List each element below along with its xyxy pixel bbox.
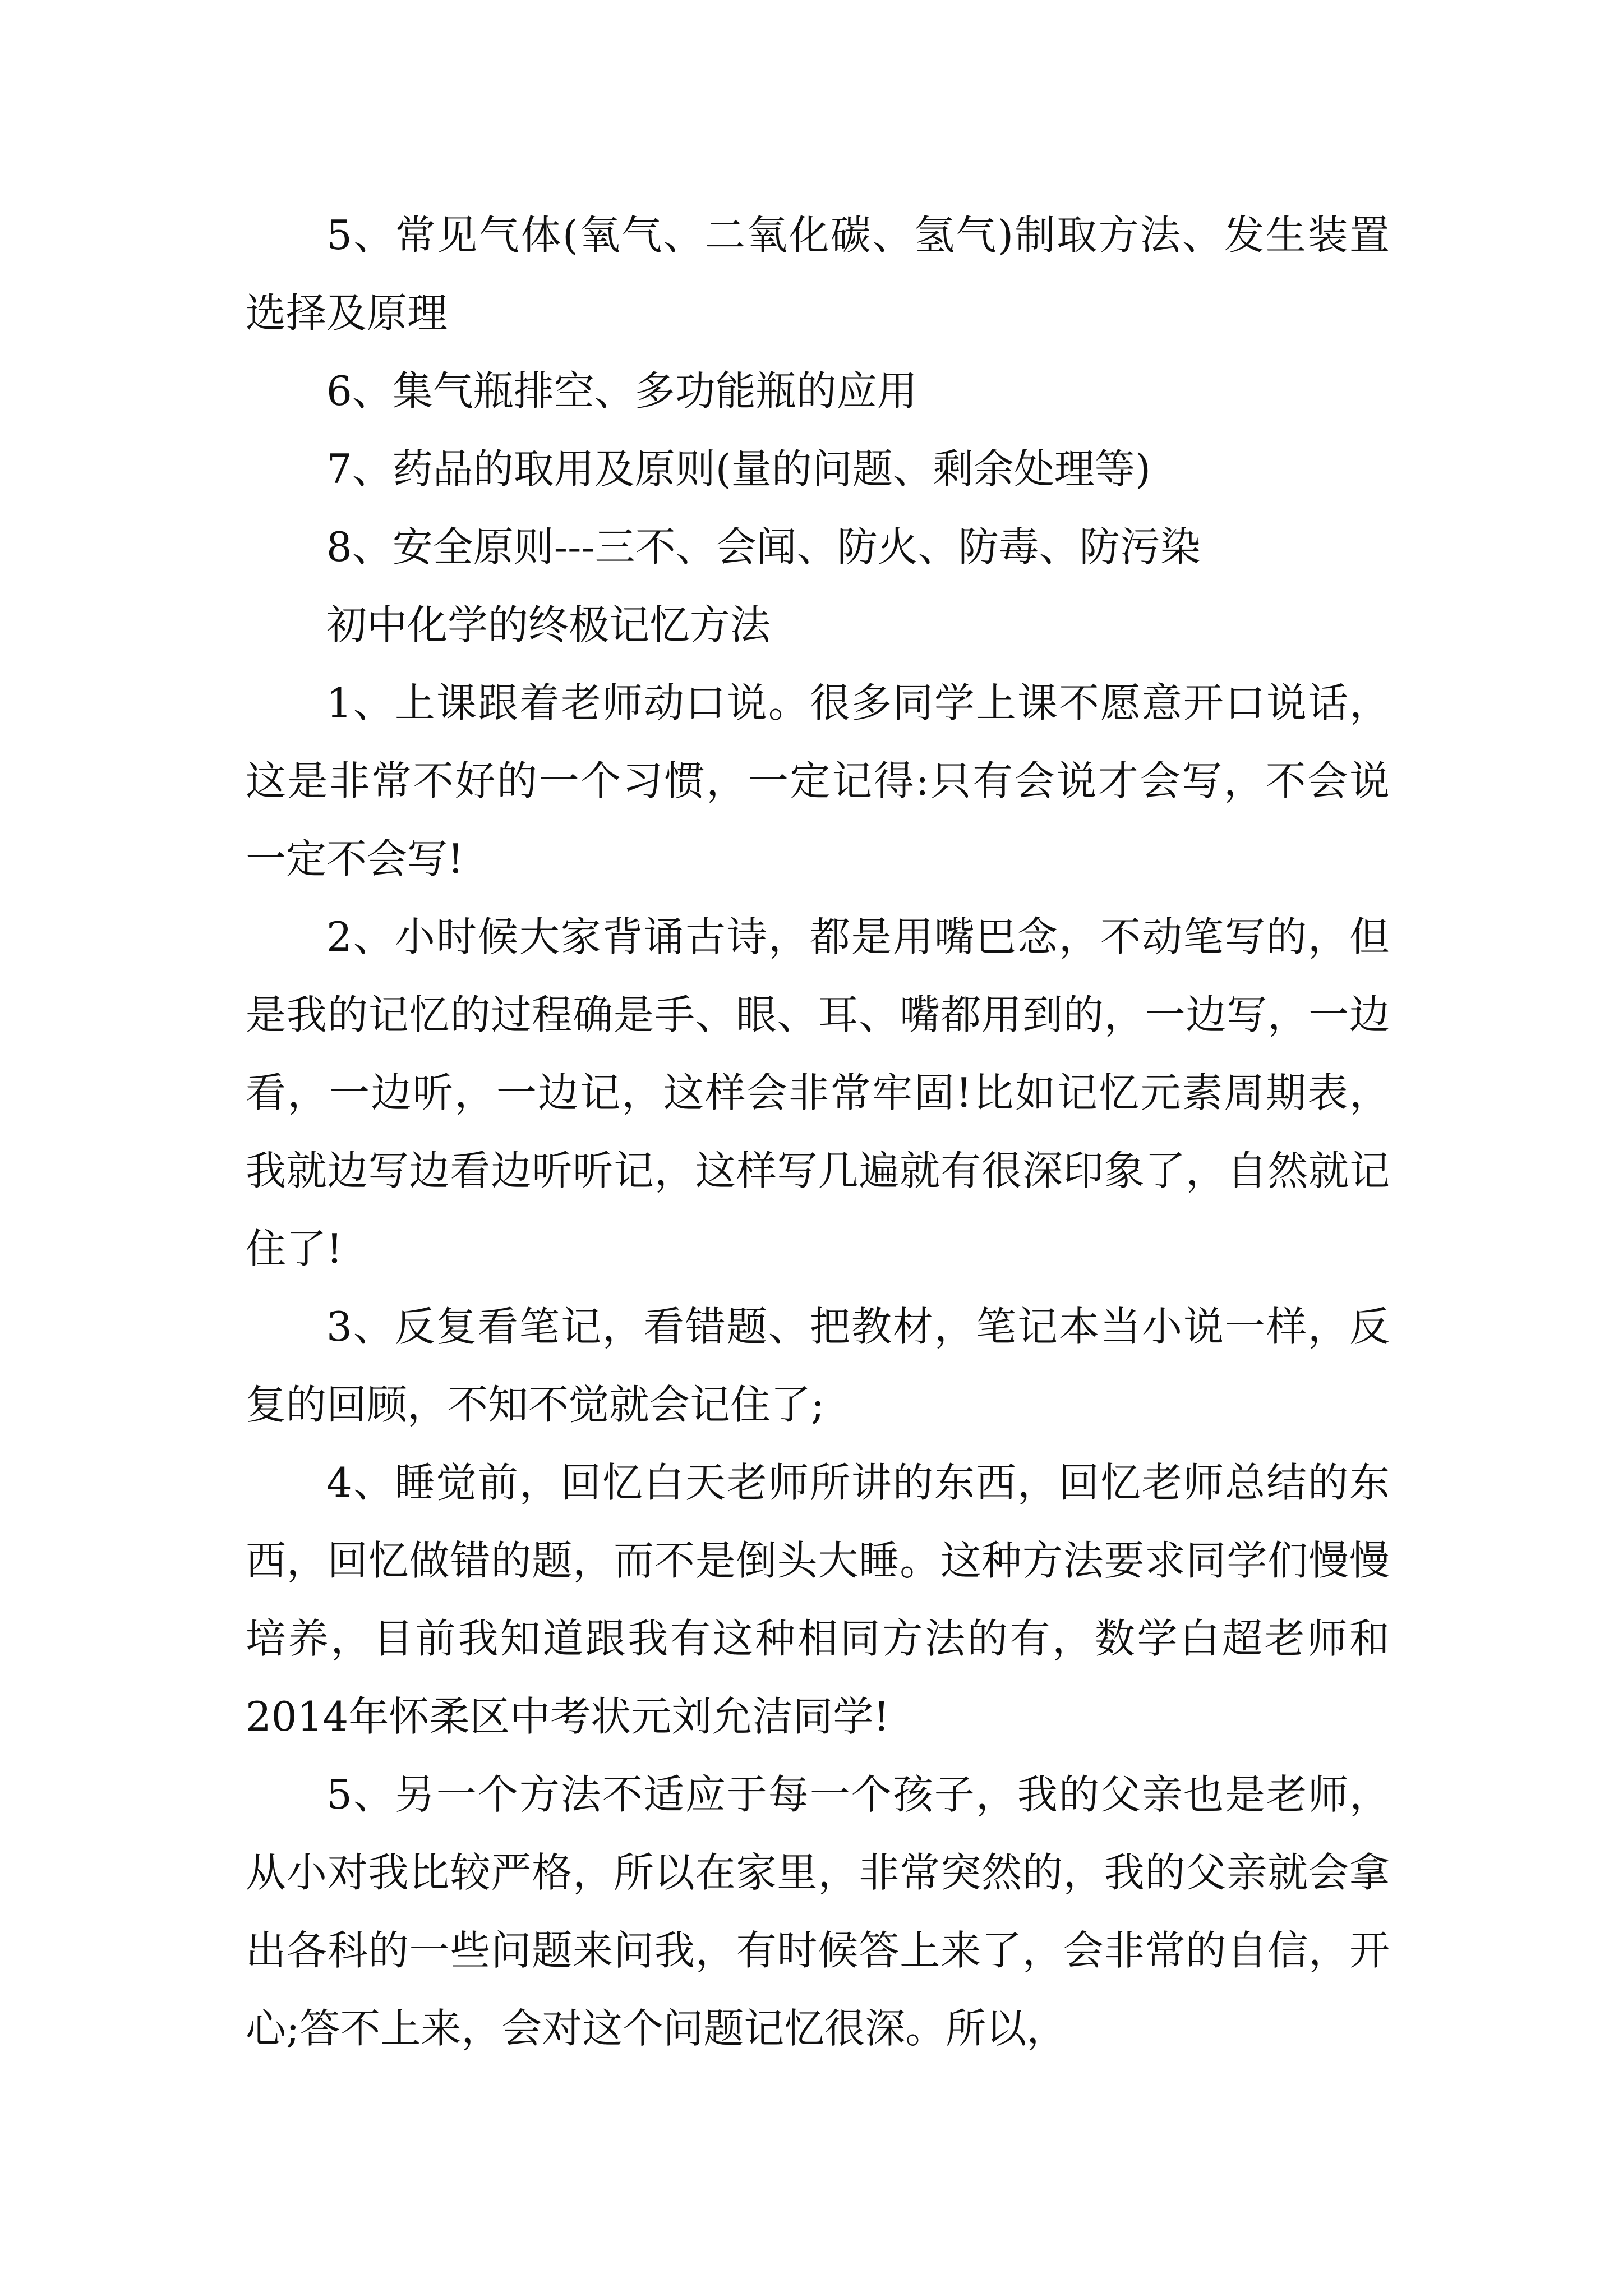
list-item-safety: 8、安全原则---三不、会闻、防火、防毒、防污染 — [326, 523, 1201, 570]
method-paragraph-2: 2、小时候大家背诵古诗，都是用嘴巴念，不动笔写的，但是我的记忆的过程确是手、眼、耳、嘴都用到的，一边写，一边看，一边听，一边记，这样会非常牢固!比如记忆元素周期表，我就边写边看边听听记，这样写几遍就有很深印象了，自然就记住了! — [246, 913, 1390, 1272]
list-item-reagent-use: 7、药品的取用及原则(量的问题、剩余处理等) — [326, 445, 1151, 493]
document-body — [246, 196, 1390, 2068]
method-paragraph-5: 5、另一个方法不适应于每一个孩子，我的父亲也是老师，从小对我比较严格，所以在家里，非常突然的，我的父亲就会拿出各科的一些问题来问我，有时候答上来了，会非常的自信，开心;答不上来，会对这个问题记忆很深。所以， — [246, 1771, 1390, 2052]
method-paragraph-3: 3、反复看笔记，看错题、把教材，笔记本当小说一样，反复的回顾，不知不觉就会记住了; — [246, 1303, 1390, 1428]
list-item-gas-bottle: 6、集气瓶排空、多功能瓶的应用 — [326, 367, 917, 415]
list-item-gas-preparation: 5、常见气体(氧气、二氧化碳、氢气)制取方法、发生装置选择及原理 — [246, 211, 1390, 337]
section-heading: 初中化学的终极记忆方法 — [326, 601, 771, 648]
method-paragraph-1: 1、上课跟着老师动口说。很多同学上课不愿意开口说话，这是非常不好的一个习惯，一定记得:只有会说才会写，不会说一定不会写! — [246, 679, 1390, 882]
method-paragraph-4: 4、睡觉前，回忆白天老师所讲的东西，回忆老师总结的东西，回忆做错的题，而不是倒头大睡。这种方法要求同学们慢慢培养，目前我知道跟我有这种相同方法的有，数学白超老师和2014年怀柔区中考状元刘允洁同学! — [246, 1459, 1390, 1740]
